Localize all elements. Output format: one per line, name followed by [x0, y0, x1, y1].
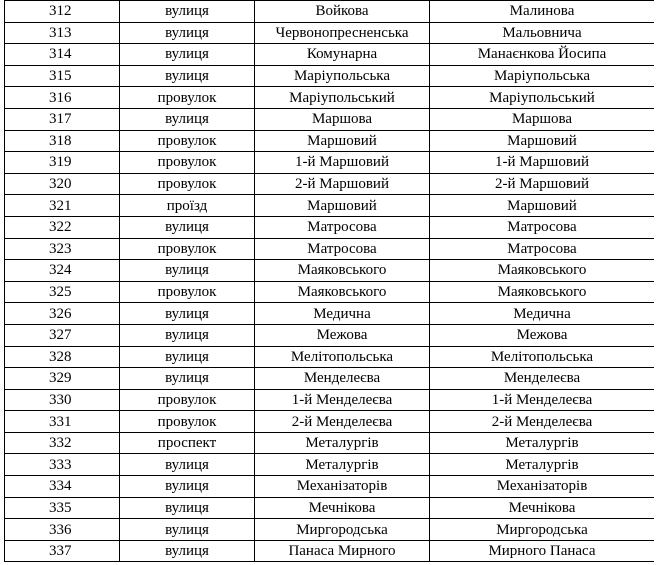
table-row: [5, 1, 655, 23]
old-name-cell: Миргородська: [255, 519, 430, 541]
old-name-cell: Комунарна: [255, 44, 430, 66]
old-name-cell: Маяковського: [255, 260, 430, 282]
old-name-cell: 1-й Менделеєва: [255, 389, 430, 411]
street-type-cell: вулиця: [120, 346, 255, 368]
old-name-cell: Маршовий: [255, 130, 430, 152]
new-name-cell: Мечнікова: [430, 497, 655, 519]
row-number-cell: 312: [5, 1, 120, 23]
row-number-cell: 313: [5, 22, 120, 44]
table-row: [5, 65, 655, 87]
old-name-cell: Матросова: [255, 216, 430, 238]
table-row: [5, 454, 655, 476]
row-number-cell: 320: [5, 173, 120, 195]
street-type-cell: провулок: [120, 411, 255, 433]
street-type-cell: вулиця: [120, 497, 255, 519]
old-name-cell: 2-й Маршовий: [255, 173, 430, 195]
street-type-cell: вулиця: [120, 519, 255, 541]
table-row: [5, 216, 655, 238]
old-name-cell: 1-й Маршовий: [255, 152, 430, 174]
old-name-cell: Мелітопольська: [255, 346, 430, 368]
old-name-cell: Маріупольська: [255, 65, 430, 87]
old-name-cell: Мечнікова: [255, 497, 430, 519]
table-row: [5, 108, 655, 130]
row-number-cell: 325: [5, 281, 120, 303]
new-name-cell: 2-й Менделеєва: [430, 411, 655, 433]
row-number-cell: 316: [5, 87, 120, 109]
street-type-cell: вулиця: [120, 1, 255, 23]
row-number-cell: 337: [5, 540, 120, 562]
row-number-cell: 333: [5, 454, 120, 476]
street-type-cell: вулиця: [120, 324, 255, 346]
street-type-cell: провулок: [120, 238, 255, 260]
row-number-cell: 317: [5, 108, 120, 130]
street-type-cell: вулиця: [120, 303, 255, 325]
table-row: [5, 87, 655, 109]
street-type-cell: вулиця: [120, 260, 255, 282]
street-type-cell: проспект: [120, 432, 255, 454]
old-name-cell: Маріупольський: [255, 87, 430, 109]
row-number-cell: 323: [5, 238, 120, 260]
document-page: [4, 0, 654, 565]
old-name-cell: Маршовий: [255, 195, 430, 217]
row-number-cell: 315: [5, 65, 120, 87]
street-type-cell: вулиця: [120, 216, 255, 238]
old-name-cell: Механізаторів: [255, 476, 430, 498]
row-number-cell: 334: [5, 476, 120, 498]
new-name-cell: Матросова: [430, 238, 655, 260]
new-name-cell: Маріупольська: [430, 65, 655, 87]
street-type-cell: вулиця: [120, 454, 255, 476]
new-name-cell: Металургів: [430, 432, 655, 454]
row-number-cell: 330: [5, 389, 120, 411]
row-number-cell: 322: [5, 216, 120, 238]
street-type-cell: вулиця: [120, 476, 255, 498]
table-row: [5, 281, 655, 303]
row-number-cell: 329: [5, 368, 120, 390]
table-row: [5, 346, 655, 368]
table-row: [5, 130, 655, 152]
new-name-cell: Медична: [430, 303, 655, 325]
old-name-cell: 2-й Менделеєва: [255, 411, 430, 433]
table-row: [5, 152, 655, 174]
old-name-cell: Маршова: [255, 108, 430, 130]
old-name-cell: Войкова: [255, 1, 430, 23]
table-row: [5, 44, 655, 66]
street-type-cell: провулок: [120, 152, 255, 174]
old-name-cell: Матросова: [255, 238, 430, 260]
street-type-cell: проїзд: [120, 195, 255, 217]
table-row: [5, 238, 655, 260]
row-number-cell: 321: [5, 195, 120, 217]
street-type-cell: вулиця: [120, 540, 255, 562]
new-name-cell: Миргородська: [430, 519, 655, 541]
new-name-cell: Маяковського: [430, 281, 655, 303]
street-type-cell: вулиця: [120, 22, 255, 44]
table-row: [5, 411, 655, 433]
row-number-cell: 318: [5, 130, 120, 152]
street-type-cell: вулиця: [120, 108, 255, 130]
table-body: [5, 1, 655, 562]
row-number-cell: 327: [5, 324, 120, 346]
new-name-cell: Малинова: [430, 1, 655, 23]
new-name-cell: Менделеєва: [430, 368, 655, 390]
street-type-cell: провулок: [120, 130, 255, 152]
new-name-cell: Маріупольський: [430, 87, 655, 109]
street-type-cell: провулок: [120, 87, 255, 109]
new-name-cell: Металургів: [430, 454, 655, 476]
row-number-cell: 335: [5, 497, 120, 519]
table-row: [5, 497, 655, 519]
new-name-cell: 1-й Менделеєва: [430, 389, 655, 411]
street-rename-table: [4, 0, 654, 562]
new-name-cell: Мирного Панаса: [430, 540, 655, 562]
old-name-cell: Металургів: [255, 432, 430, 454]
table-row: [5, 260, 655, 282]
new-name-cell: Механізаторів: [430, 476, 655, 498]
row-number-cell: 328: [5, 346, 120, 368]
table-row: [5, 368, 655, 390]
old-name-cell: Маяковського: [255, 281, 430, 303]
street-type-cell: провулок: [120, 281, 255, 303]
table-row: [5, 389, 655, 411]
street-type-cell: провулок: [120, 389, 255, 411]
table-row: [5, 324, 655, 346]
new-name-cell: Маршовий: [430, 130, 655, 152]
new-name-cell: Маршова: [430, 108, 655, 130]
new-name-cell: Матросова: [430, 216, 655, 238]
table-row: [5, 173, 655, 195]
table-row: [5, 195, 655, 217]
old-name-cell: Медична: [255, 303, 430, 325]
street-type-cell: провулок: [120, 173, 255, 195]
new-name-cell: Маршовий: [430, 195, 655, 217]
table-row: [5, 519, 655, 541]
row-number-cell: 326: [5, 303, 120, 325]
table-row: [5, 303, 655, 325]
table-row: [5, 476, 655, 498]
row-number-cell: 319: [5, 152, 120, 174]
new-name-cell: Маяковського: [430, 260, 655, 282]
new-name-cell: 1-й Маршовий: [430, 152, 655, 174]
new-name-cell: Мальовнича: [430, 22, 655, 44]
table-row: [5, 540, 655, 562]
table-row: [5, 22, 655, 44]
new-name-cell: Межова: [430, 324, 655, 346]
new-name-cell: 2-й Маршовий: [430, 173, 655, 195]
old-name-cell: Металургів: [255, 454, 430, 476]
new-name-cell: Мелітопольська: [430, 346, 655, 368]
street-type-cell: вулиця: [120, 44, 255, 66]
street-type-cell: вулиця: [120, 65, 255, 87]
new-name-cell: Манаєнкова Йосипа: [430, 44, 655, 66]
row-number-cell: 314: [5, 44, 120, 66]
old-name-cell: Межова: [255, 324, 430, 346]
table-row: [5, 432, 655, 454]
street-type-cell: вулиця: [120, 368, 255, 390]
row-number-cell: 324: [5, 260, 120, 282]
row-number-cell: 332: [5, 432, 120, 454]
old-name-cell: Панаса Мирного: [255, 540, 430, 562]
row-number-cell: 331: [5, 411, 120, 433]
row-number-cell: 336: [5, 519, 120, 541]
old-name-cell: Червонопресненська: [255, 22, 430, 44]
old-name-cell: Менделеєва: [255, 368, 430, 390]
